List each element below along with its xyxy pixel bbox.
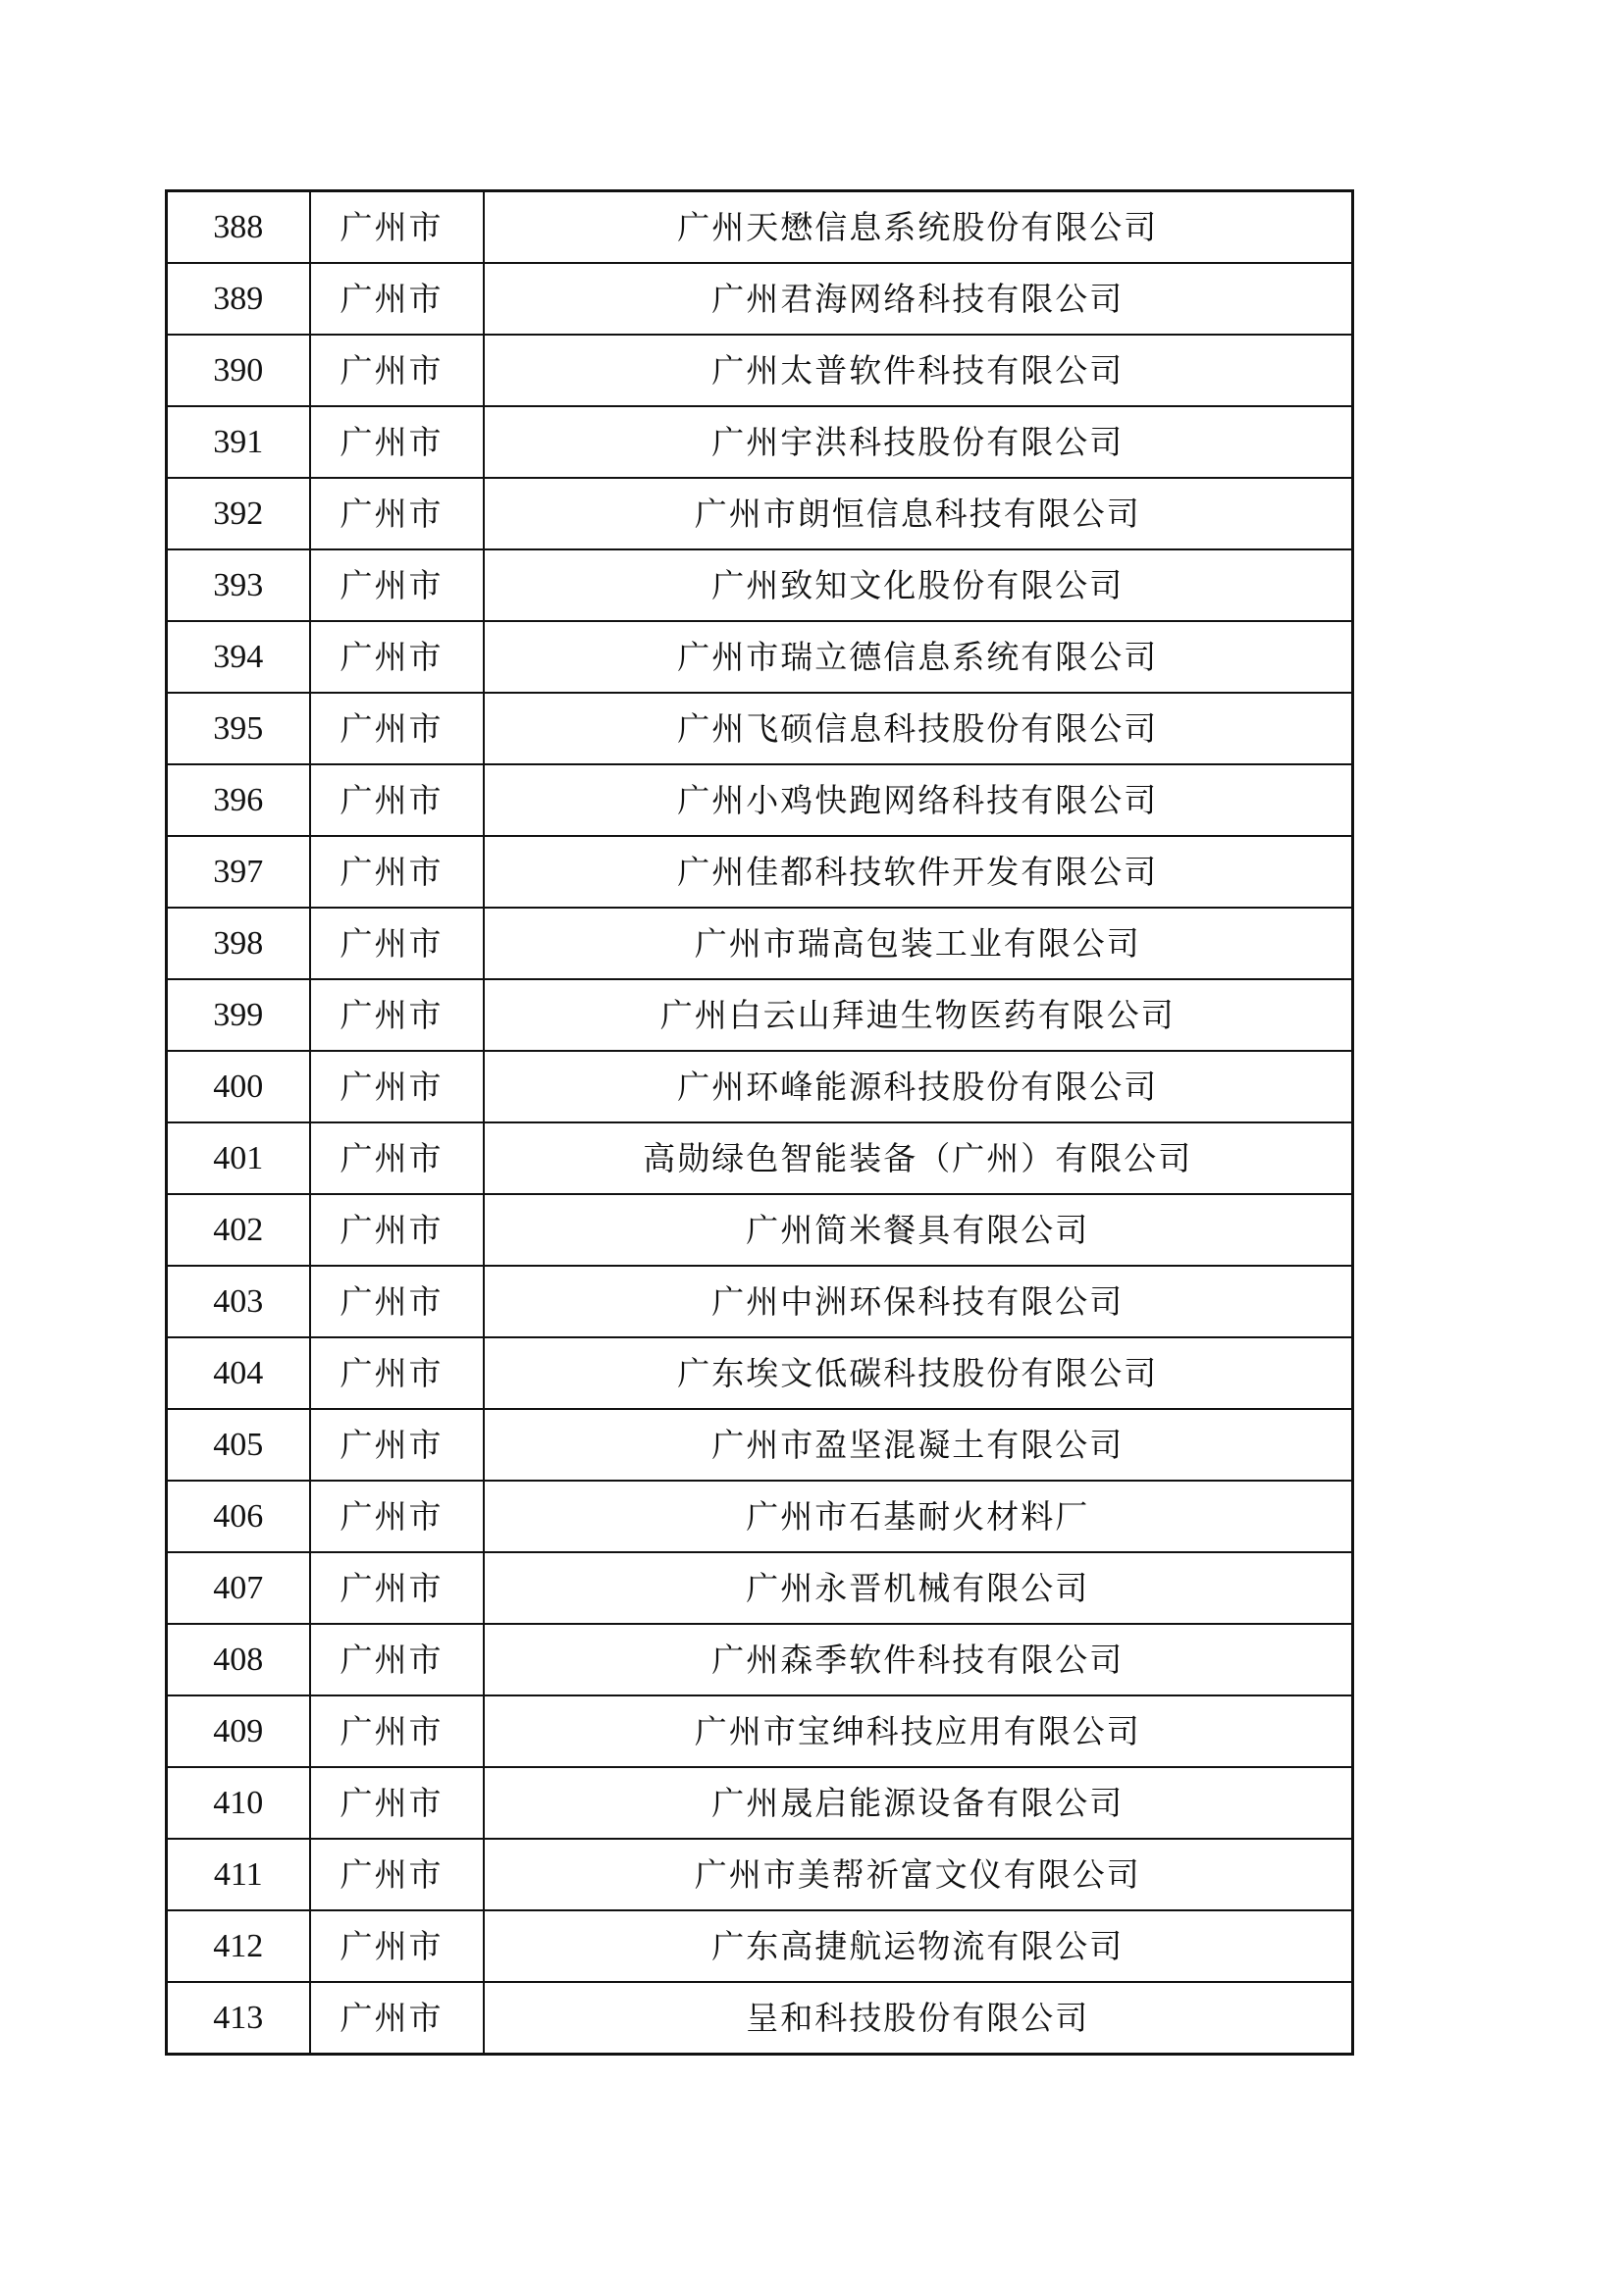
row-number-cell: 405 — [167, 1409, 310, 1481]
company-name-cell: 呈和科技股份有限公司 — [484, 1982, 1353, 2055]
row-number-cell: 393 — [167, 549, 310, 621]
row-number-cell: 396 — [167, 764, 310, 836]
city-cell: 广州市 — [310, 191, 484, 264]
table-row — [167, 1839, 1353, 1910]
city-cell: 广州市 — [310, 908, 484, 979]
table-row — [167, 1266, 1353, 1337]
table-row — [167, 908, 1353, 979]
table-row — [167, 1481, 1353, 1552]
row-number-cell: 410 — [167, 1767, 310, 1839]
row-number-cell: 390 — [167, 335, 310, 406]
row-number-cell: 412 — [167, 1910, 310, 1982]
row-number-cell: 402 — [167, 1194, 310, 1266]
company-name-cell: 广州君海网络科技有限公司 — [484, 263, 1353, 335]
city-cell: 广州市 — [310, 621, 484, 693]
city-cell: 广州市 — [310, 335, 484, 406]
table-row — [167, 621, 1353, 693]
company-name-cell: 广州佳都科技软件开发有限公司 — [484, 836, 1353, 908]
city-cell: 广州市 — [310, 1122, 484, 1194]
row-number-cell: 403 — [167, 1266, 310, 1337]
row-number-cell: 400 — [167, 1051, 310, 1122]
row-number-cell: 408 — [167, 1624, 310, 1695]
company-name-cell: 广州小鸡快跑网络科技有限公司 — [484, 764, 1353, 836]
city-cell: 广州市 — [310, 979, 484, 1051]
company-list-table — [165, 189, 1354, 2056]
row-number-cell: 411 — [167, 1839, 310, 1910]
row-number-cell: 394 — [167, 621, 310, 693]
city-cell: 广州市 — [310, 263, 484, 335]
table-row — [167, 1194, 1353, 1266]
city-cell: 广州市 — [310, 1624, 484, 1695]
table-row — [167, 979, 1353, 1051]
city-cell: 广州市 — [310, 1695, 484, 1767]
table-row — [167, 693, 1353, 764]
city-cell: 广州市 — [310, 1266, 484, 1337]
city-cell: 广州市 — [310, 1337, 484, 1409]
table-row — [167, 836, 1353, 908]
table-row — [167, 1982, 1353, 2055]
city-cell: 广州市 — [310, 764, 484, 836]
row-number-cell: 404 — [167, 1337, 310, 1409]
city-cell: 广州市 — [310, 1552, 484, 1624]
row-number-cell: 389 — [167, 263, 310, 335]
city-cell: 广州市 — [310, 1982, 484, 2055]
company-name-cell: 广州简米餐具有限公司 — [484, 1194, 1353, 1266]
row-number-cell: 388 — [167, 191, 310, 264]
company-name-cell: 广州宇洪科技股份有限公司 — [484, 406, 1353, 478]
table-row — [167, 1122, 1353, 1194]
city-cell: 广州市 — [310, 693, 484, 764]
row-number-cell: 413 — [167, 1982, 310, 2055]
company-name-cell: 广州市盈坚混凝土有限公司 — [484, 1409, 1353, 1481]
table-row — [167, 335, 1353, 406]
table-row — [167, 191, 1353, 264]
city-cell: 广州市 — [310, 1051, 484, 1122]
company-name-cell: 广州晟启能源设备有限公司 — [484, 1767, 1353, 1839]
city-cell: 广州市 — [310, 1409, 484, 1481]
table-row — [167, 1695, 1353, 1767]
document-page — [165, 189, 1354, 2056]
row-number-cell: 397 — [167, 836, 310, 908]
row-number-cell: 406 — [167, 1481, 310, 1552]
company-name-cell: 广东埃文低碳科技股份有限公司 — [484, 1337, 1353, 1409]
table-row — [167, 1409, 1353, 1481]
company-name-cell: 广州市朗恒信息科技有限公司 — [484, 478, 1353, 549]
company-name-cell: 广州飞硕信息科技股份有限公司 — [484, 693, 1353, 764]
row-number-cell: 392 — [167, 478, 310, 549]
city-cell: 广州市 — [310, 406, 484, 478]
company-name-cell: 广州太普软件科技有限公司 — [484, 335, 1353, 406]
table-row — [167, 263, 1353, 335]
company-name-cell: 广州市宝绅科技应用有限公司 — [484, 1695, 1353, 1767]
company-name-cell: 广州中洲环保科技有限公司 — [484, 1266, 1353, 1337]
row-number-cell: 401 — [167, 1122, 310, 1194]
company-name-cell: 广州致知文化股份有限公司 — [484, 549, 1353, 621]
company-name-cell: 广东高捷航运物流有限公司 — [484, 1910, 1353, 1982]
row-number-cell: 399 — [167, 979, 310, 1051]
city-cell: 广州市 — [310, 549, 484, 621]
row-number-cell: 398 — [167, 908, 310, 979]
city-cell: 广州市 — [310, 1481, 484, 1552]
table-row — [167, 1051, 1353, 1122]
city-cell: 广州市 — [310, 836, 484, 908]
table-row — [167, 1552, 1353, 1624]
row-number-cell: 391 — [167, 406, 310, 478]
row-number-cell: 395 — [167, 693, 310, 764]
city-cell: 广州市 — [310, 478, 484, 549]
table-row — [167, 1337, 1353, 1409]
company-name-cell: 广州市美帮祈富文仪有限公司 — [484, 1839, 1353, 1910]
company-name-cell: 广州市瑞高包装工业有限公司 — [484, 908, 1353, 979]
company-name-cell: 广州天懋信息系统股份有限公司 — [484, 191, 1353, 264]
company-name-cell: 广州市瑞立德信息系统有限公司 — [484, 621, 1353, 693]
table-row — [167, 1767, 1353, 1839]
city-cell: 广州市 — [310, 1910, 484, 1982]
company-name-cell: 广州森季软件科技有限公司 — [484, 1624, 1353, 1695]
table-body — [167, 191, 1353, 2055]
city-cell: 广州市 — [310, 1839, 484, 1910]
table-row — [167, 1910, 1353, 1982]
table-row — [167, 549, 1353, 621]
table-row — [167, 764, 1353, 836]
table-row — [167, 478, 1353, 549]
city-cell: 广州市 — [310, 1194, 484, 1266]
table-row — [167, 406, 1353, 478]
company-name-cell: 广州市石基耐火材料厂 — [484, 1481, 1353, 1552]
row-number-cell: 407 — [167, 1552, 310, 1624]
company-name-cell: 高勋绿色智能装备（广州）有限公司 — [484, 1122, 1353, 1194]
company-name-cell: 广州永晋机械有限公司 — [484, 1552, 1353, 1624]
table-row — [167, 1624, 1353, 1695]
company-name-cell: 广州环峰能源科技股份有限公司 — [484, 1051, 1353, 1122]
row-number-cell: 409 — [167, 1695, 310, 1767]
city-cell: 广州市 — [310, 1767, 484, 1839]
company-name-cell: 广州白云山拜迪生物医药有限公司 — [484, 979, 1353, 1051]
